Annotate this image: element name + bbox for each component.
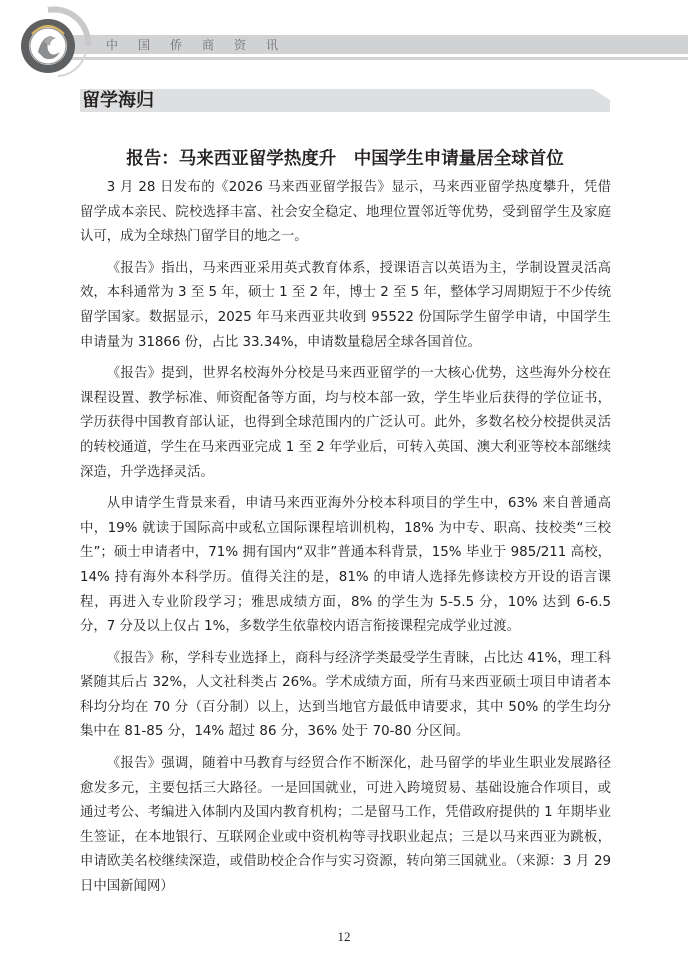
publication-name: 中国侨商资讯 — [106, 38, 299, 52]
article-title: 报告：马来西亚留学热度升 中国学生申请量居全球首位 — [126, 149, 564, 169]
article-paragraph: 从申请学生背景来看，申请马来西亚海外分校本科项目的学生中，63% 来自普通高中，19% 就读于国际高中或私立国际课程培训机构，18% 为中专、职高、技校类“三校生”；硕士申请者中，71% 拥有国内“双非”普通本科背景，15% 毕业于 985/211 高校，14% 持有海外本科学历。值得关注的是，81% 的申请人选择先修读校方开设的语言课程，再进入专业阶段学习；雅思成绩方面，8% 的学生为 5-5.5 分，10% 达到 6-6.5 分，7 分及以上仅占 1%，多数学生依靠校内语言衔接课程完成学业过渡。 — [80, 496, 611, 635]
section-banner — [80, 89, 610, 112]
article-body — [80, 176, 611, 907]
org-logo-icon — [18, 6, 92, 78]
article-paragraph: 《报告》称，学科专业选择上，商科与经济学类最受学生青睐，占比达 41%，理工科紧随其后占 32%，人文社科类占 26%。学术成绩方面，所有马来西亚硕士项目申请者本科均分均在 70 分（百分制）以上，达到当地官方最低申请要求，其中 50% 的学生均分集中在 81-85 分，14% 超过 86 分，36% 处于 70-80 分区间。 — [80, 650, 611, 740]
article-paragraph: 《报告》强调，随着中马教育与经贸合作不断深化，赴马留学的毕业生职业发展路径愈发多元，主要包括三大路径。一是回国就业，可进入跨境贸易、基础设施合作项目，或通过考公、考编进入体制内及国内教育机构；二是留马工作，凭借政府提供的 1 年期毕业生签证，在本地银行、互联网企业或中资机构等寻找职业起点；三是以马来西亚为跳板，申请欧美名校继续深造，或借助校企合作与实习资源，转向第三国就业。（来源：3 月 29 日中国新闻网） — [80, 756, 611, 895]
page-number: 12 — [337, 929, 351, 944]
section-title: 留学海归 — [82, 90, 154, 111]
article-paragraph: 3 月 28 日发布的《2026 马来西亚留学报告》显示，马来西亚留学热度攀升，凭借留学成本亲民、院校选择丰富、社会安全稳定、地理位置邻近等优势，受到留学生及家庭认可，成为全球热门留学目的地之一。 — [80, 180, 611, 245]
header-rule — [70, 57, 688, 60]
article-paragraph: 《报告》指出，马来西亚采用英式教育体系，授课语言以英语为主，学制设置灵活高效，本科通常为 3 至 5 年，硕士 1 至 2 年，博士 2 至 5 年，整体学习周期短于不少传统留学国家。数据显示，2025 年马来西亚共收到 95522 份国际学生留学申请，中国学生申请量为 31866 份，占比 33.34%，申请数量稳居全球各国首位。 — [80, 260, 611, 350]
article-paragraph: 《报告》提到，世界名校海外分校是马来西亚留学的一大核心优势，这些海外分校在课程设置、教学标准、师资配备等方面，均与校本部一致，学生毕业后获得的学位证书，学历获得中国教育部认证，也得到全球范围内的广泛认可。此外，多数名校分校提供灵活的转校通道，学生在马来西亚完成 1 至 2 年学业后，可转入英国、澳大利亚等校本部继续深造，升学选择灵活。 — [80, 366, 611, 480]
